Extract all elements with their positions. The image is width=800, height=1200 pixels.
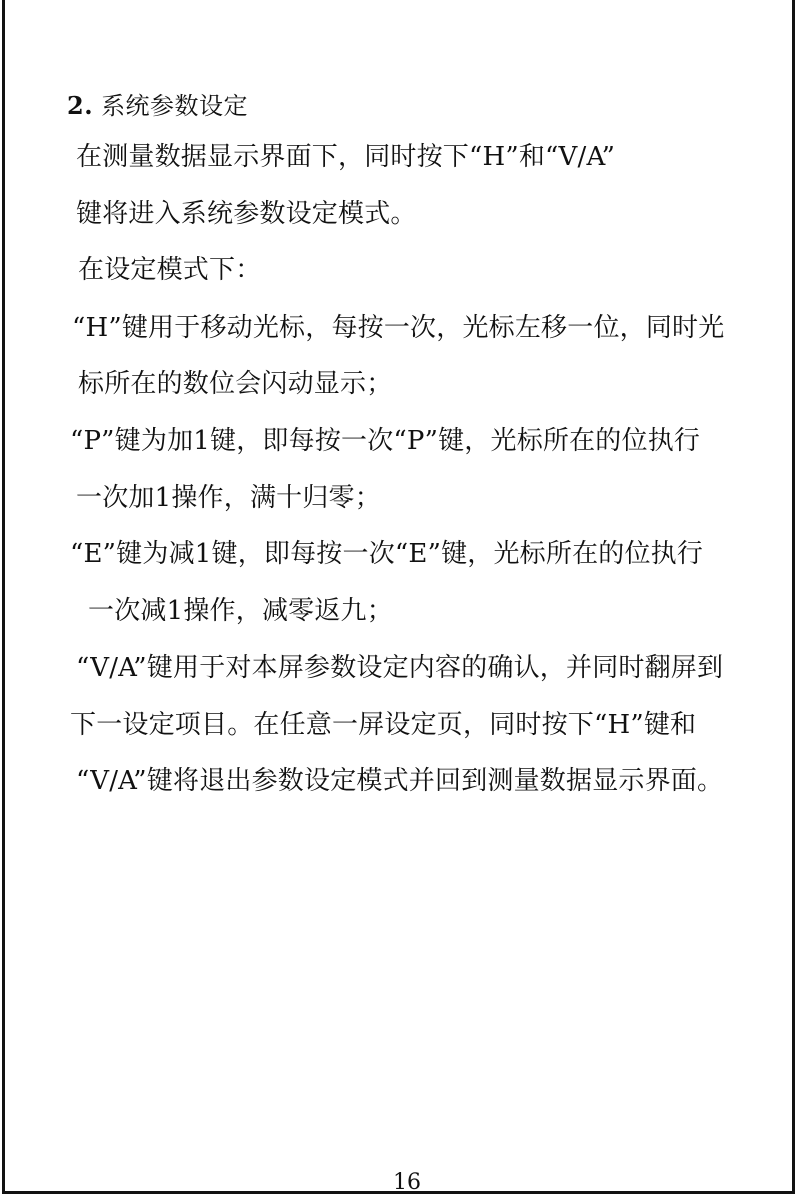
section-number: 2. bbox=[67, 91, 94, 120]
body-line: 在测量数据显示界面下，同时按下“H”和“V/A” bbox=[76, 142, 616, 172]
body-line: “P”键为加1键，即每按一次“P”键，光标所在的位执行 bbox=[70, 426, 701, 456]
body-line: 下一设定项目。在任意一屏设定页，同时按下“H”键和 bbox=[70, 710, 697, 740]
body-line: 一次减1操作，减零返九； bbox=[88, 596, 393, 626]
body-line: “V/A”键将退出参数设定模式并回到测量数据显示界面。 bbox=[76, 766, 724, 796]
body-line: “V/A”键用于对本屏参数设定内容的确认，并同时翻屏到 bbox=[76, 653, 724, 683]
section-title: 系统参数设定 bbox=[101, 92, 249, 120]
body-line: 标所在的数位会闪动显示； bbox=[78, 369, 393, 399]
body-line: 在设定模式下： bbox=[78, 255, 262, 285]
body-line: “H”键用于移动光标，每按一次，光标左移一位，同时光 bbox=[72, 313, 725, 343]
page-number: 16 bbox=[393, 1170, 421, 1195]
body-line: “E”键为减1键，即每按一次“E”键，光标所在的位执行 bbox=[70, 539, 704, 569]
section-heading bbox=[67, 86, 248, 121]
body-line: 键将进入系统参数设定模式。 bbox=[76, 199, 417, 229]
body-line: 一次加1操作，满十归零； bbox=[76, 483, 381, 513]
